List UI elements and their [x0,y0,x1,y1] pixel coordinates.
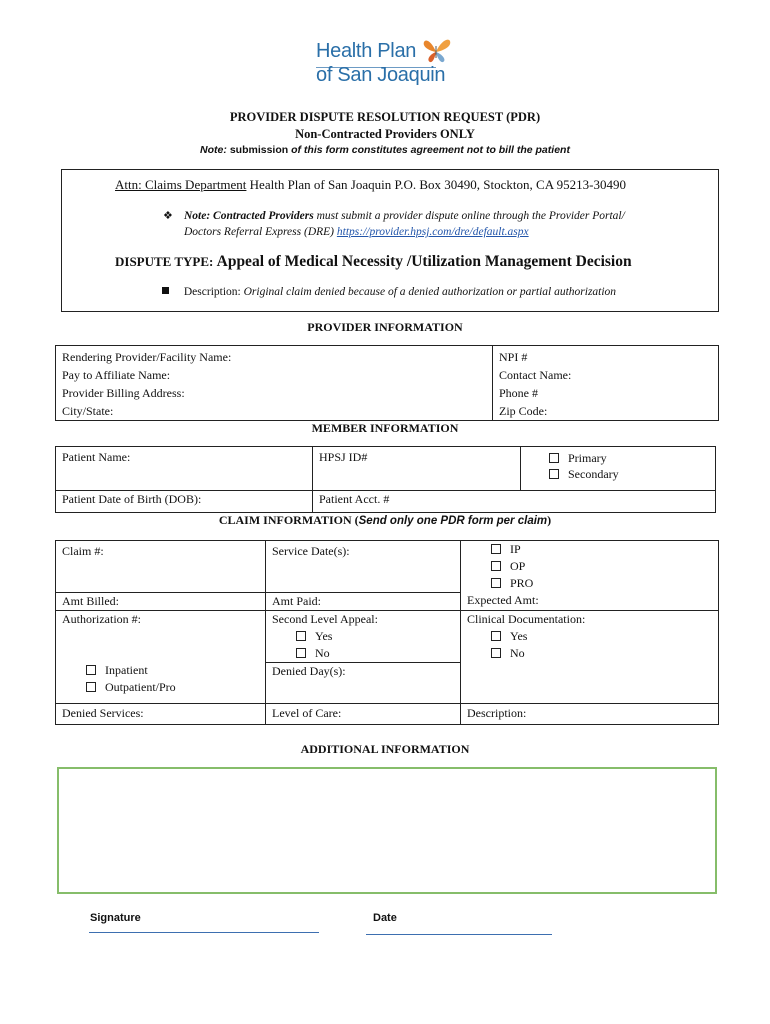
rendering-provider-field[interactable]: Rendering Provider/Facility Name: [62,350,232,364]
claim-heading [0,513,770,528]
billing-address-field[interactable]: Provider Billing Address: [62,386,185,400]
dispute-description [162,286,616,298]
place-of-service-cell [461,541,719,593]
attn-label: Attn: Claims Department [115,177,247,192]
additional-info-textarea[interactable] [57,767,717,894]
contact-name-field[interactable]: Contact Name: [499,368,572,382]
zip-code-field[interactable]: Zip Code: [499,404,548,418]
provider-left-cell [56,346,493,421]
contracted-note-text2: Doctors Referral Express (DRE) [184,226,334,238]
dre-link[interactable]: https://provider.hpsj.com/dre/default.aspx [336,226,529,238]
provider-table [55,345,719,421]
authorization-field[interactable]: Authorization #: [62,611,141,626]
dispute-type [115,253,632,271]
npi-field[interactable]: NPI # [499,350,528,364]
checkbox-icon[interactable] [491,544,501,554]
second-level-no-label: No [315,645,330,660]
contracted-note-text1: must submit a provider dispute online through the Provider Portal/ [316,210,625,222]
dispute-desc-label: Description: [183,286,241,298]
description-field[interactable]: Description: [461,703,719,724]
ip-label: IP [510,542,521,556]
clinical-yes[interactable] [467,628,712,645]
pro-label: PRO [510,576,534,590]
checkbox-icon[interactable] [296,648,306,658]
additional-heading: ADDITIONAL INFORMATION [300,742,470,756]
clinical-yes-label: Yes [510,628,528,643]
coverage-cell [521,447,716,491]
op-option[interactable] [491,558,712,575]
butterfly-logo-icon [420,36,452,66]
outpatient-option[interactable] [62,679,259,696]
expected-amt-field[interactable]: Expected Amt: [461,592,719,610]
denied-services-field[interactable]: Denied Services: [56,703,266,724]
phone-field[interactable]: Phone # [499,386,538,400]
clinical-doc-label: Clinical Documentation: [467,611,586,626]
checkbox-icon[interactable] [549,453,559,463]
provider-right-cell [493,346,719,421]
square-bullet-icon [162,287,169,294]
form-subtitle: Non-Contracted Providers ONLY [295,127,475,141]
contracted-note-bold: Note: Contracted Providers [184,210,314,222]
amt-billed-field[interactable]: Amt Billed: [56,592,266,610]
provider-heading: PROVIDER INFORMATION [307,320,463,334]
checkbox-icon[interactable] [491,631,501,641]
note-rest: of this form constitutes agreement not to bill the patient [291,144,570,156]
note-word: submission [229,144,289,156]
claim-number-field[interactable]: Claim #: [56,541,266,593]
dispute-desc-value: Original claim denied because of a denied authorization or partial authorization [243,286,617,298]
clinical-doc-cell [461,610,719,703]
claim-heading-bold: CLAIM INFORMATION ( [218,513,359,527]
date-line[interactable] [366,934,552,935]
amt-paid-field[interactable]: Amt Paid: [266,592,461,610]
level-of-care-field[interactable]: Level of Care: [266,703,461,724]
date-label: Date [373,912,397,924]
attn-line [115,177,626,193]
signature-line[interactable] [89,932,319,933]
checkbox-icon[interactable] [549,469,559,479]
inpatient-label: Inpatient [105,662,148,677]
secondary-label: Secondary [568,467,619,481]
claim-table [55,540,719,725]
op-label: OP [510,559,526,573]
patient-name-field[interactable]: Patient Name: [56,447,313,491]
diamond-bullet-icon: ❖ [163,210,173,222]
logo-line2: of San Joaquin [316,64,446,86]
checkbox-icon[interactable] [491,648,501,658]
logo [316,36,466,92]
checkbox-icon[interactable] [296,631,306,641]
inpatient-option[interactable] [62,662,259,679]
member-heading: MEMBER INFORMATION [311,421,459,435]
checkbox-icon[interactable] [491,578,501,588]
second-level-label: Second Level Appeal: [272,611,378,626]
checkbox-icon[interactable] [86,682,96,692]
contracted-note [163,208,625,240]
primary-option[interactable] [549,450,709,466]
ip-option[interactable] [491,541,712,558]
clinical-no[interactable] [467,645,712,662]
claim-heading-close: ) [547,513,552,527]
dob-field[interactable]: Patient Date of Birth (DOB): [56,491,313,513]
checkbox-icon[interactable] [491,561,501,571]
signature-label: Signature [90,912,141,924]
attn-address: Health Plan of San Joaquin P.O. Box 30490, Stockton, CA 95213-30490 [249,177,626,192]
service-date-field[interactable]: Service Date(s): [266,541,461,593]
checkbox-icon[interactable] [86,665,96,675]
primary-label: Primary [568,451,607,465]
second-level-yes[interactable] [272,628,454,645]
note-prefix: Note: [200,144,227,156]
authorization-cell [56,610,266,703]
pay-to-affiliate-field[interactable]: Pay to Affiliate Name: [62,368,171,382]
claim-heading-italic: Send only one PDR form per claim [358,515,548,527]
secondary-option[interactable] [549,466,709,482]
second-level-no[interactable] [272,645,454,662]
member-table [55,446,716,513]
form-note [0,144,770,156]
logo-line1: Health Plan [316,40,417,62]
dispute-type-label: DISPUTE TYPE: [115,254,214,269]
patient-acct-field[interactable]: Patient Acct. # [313,491,716,513]
city-state-field[interactable]: City/State: [62,404,114,418]
dispute-type-value: Appeal of Medical Necessity /Utilization Management Decision [216,253,632,270]
hpsj-id-field[interactable]: HPSJ ID# [313,447,521,491]
second-level-yes-label: Yes [315,628,333,643]
denied-days-field[interactable]: Denied Day(s): [266,662,460,680]
clinical-no-label: No [510,645,525,660]
outpatient-label: Outpatient/Pro [105,679,176,694]
pro-option[interactable] [491,575,712,592]
form-title: PROVIDER DISPUTE RESOLUTION REQUEST (PDR) [229,110,541,124]
second-level-cell [266,610,461,703]
